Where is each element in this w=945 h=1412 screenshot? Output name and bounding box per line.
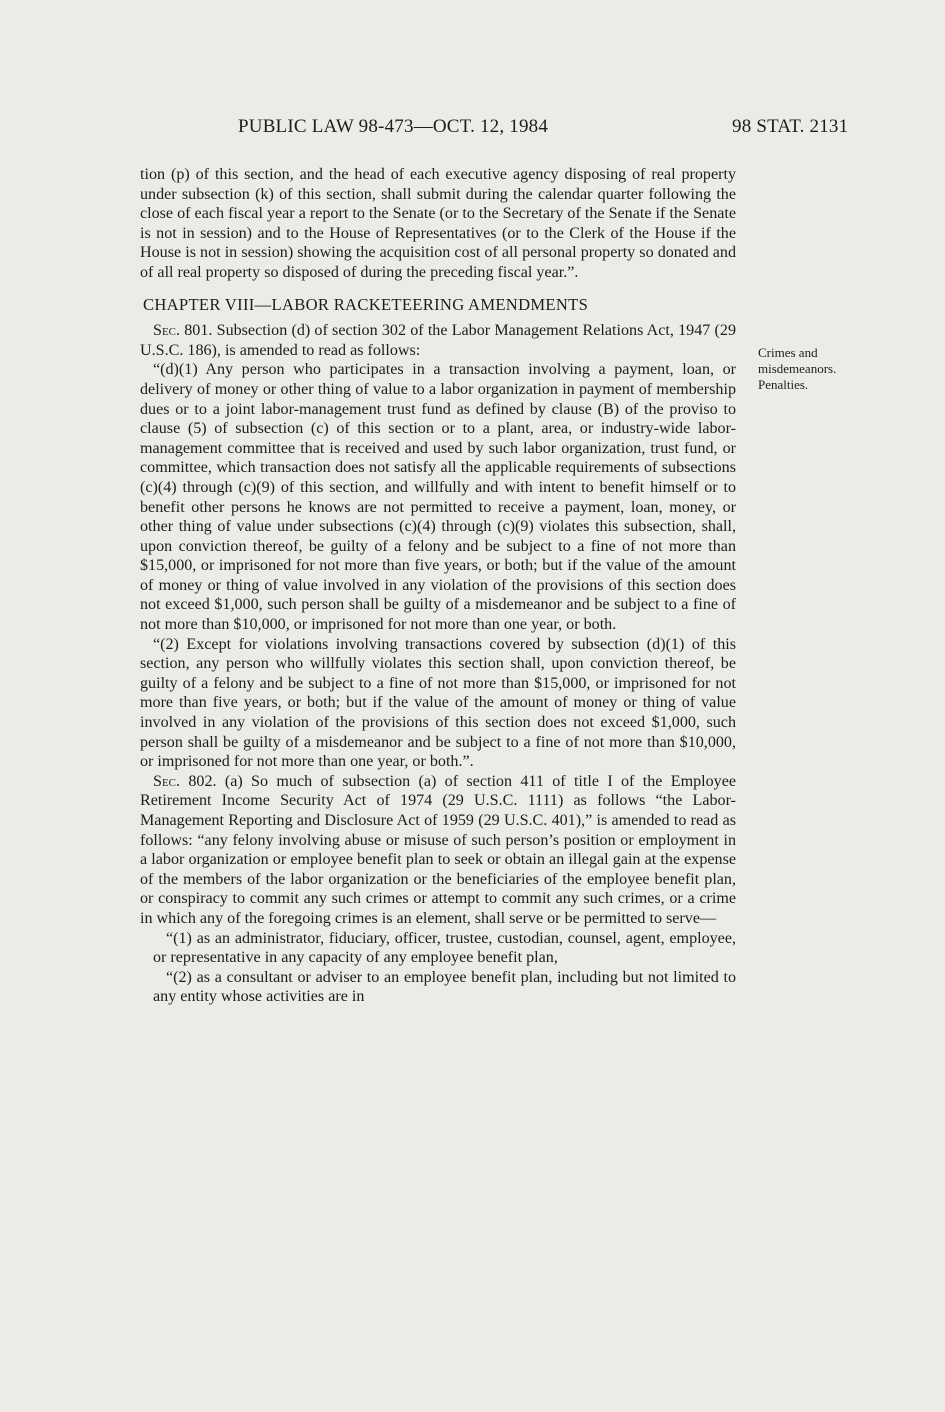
list-item-1: “(1) as an administrator, fiduciary, officer, trustee, custodian, counsel, agent, employee, or representative in any capacity of any employee benefit plan,: [153, 929, 736, 967]
continuation-paragraph: tion (p) of this section, and the head of each executive agency disposing of real property under subsection (k) of this section, shall submit during the calendar quarter following the close of each fiscal year a report to the Senate (or to the Secretary of the Senate if the Senate is not in session) and to the House of Representatives (or to the Clerk of the House if the House is not in session) showing the acquisition cost of all personal property so donated and of all real property so disposed of during the preceding fiscal year.”.: [140, 166, 736, 281]
margin-note-line-1: Crimes and: [758, 345, 818, 360]
subsection-d2-paragraph: “(2) Except for violations involving transactions covered by subsection (d)(1) of this section, any person who willfully violates this section shall, upon conviction thereof, be guilty of a felony and be subject to a fine of not more than $15,000, or imprisoned for not more than five years, or both; but if the value of the amount of money or thing of value involved in any violation of the provisions of this section does not exceed $1,000, such person shall be guilty of a misdemeanor and be subject to a fine of not more than $10,000, or imprisoned for not more than one year, or both.”.: [140, 635, 736, 771]
margin-note: [758, 345, 938, 393]
margin-note-line-2: misdemeanors.: [758, 361, 837, 376]
section-801-text: 801. Subsection (d) of section 302 of the Labor Management Relations Act, 1947 (29 U.S.C. 186), is amended to read as follows:: [140, 322, 736, 359]
chapter-heading: CHAPTER VIII—LABOR RACKETEERING AMENDMENTS: [143, 294, 589, 314]
section-802-label: Sec.: [153, 772, 181, 790]
main-text-column: [140, 165, 736, 1007]
running-head-title: PUBLIC LAW 98-473—OCT. 12, 1984: [238, 116, 549, 137]
section-802-paragraph: [140, 772, 736, 929]
margin-note-line-3: Penalties.: [758, 377, 809, 392]
list-item-2: “(2) as a consultant or adviser to an employee benefit plan, including but not limited to any entity whose activities are in: [153, 968, 736, 1006]
section-801-paragraph: [140, 321, 736, 360]
page-stat-number: 98 STAT. 2131: [732, 116, 849, 137]
page-header: [0, 116, 945, 140]
section-802-text: 802. (a) So much of subsection (a) of section 411 of title I of the Employee Retirement Income Security Act of 1974 (29 U.S.C. 1111) as follows “the Labor-Management Reporting and Disclosure Act of 1959 (29 U.S.C. 401),” is amended to read as follows: “any felony involving abuse or misuse of such person’s position or employment in a labor organization or employee benefit plan to seek or obtain an illegal gain at the expense of the members of the labor organization or the beneficiaries of the employee benefit plan, or conspiracy to commit any such crimes or attempt to commit any such crimes, or a crime in which any of the foregoing crimes is an element, shall serve or be permitted to serve—: [140, 772, 736, 927]
section-801-label: Sec.: [153, 322, 181, 340]
subsection-d1-paragraph: “(d)(1) Any person who participates in a transaction involving a payment, loan, or delivery of money or other thing of value to a labor organization in payment of membership dues or to a joint labor-management trust fund as defined by clause (B) of the proviso to clause (5) of subsection (c) of this section or to a plant, area, or industry-wide labor-management committee that is received and used by such labor organization, trust fund, or committee, which transaction does not satisfy all the applicable requirements of subsections (c)(4) through (c)(9) of this section, and willfully and with intent to benefit himself or to benefit other persons he knows are not permitted to receive a payment, loan, money, or other thing of value under subsections (c)(4) through (c)(9) violates this subsection, shall, upon conviction thereof, be guilty of a felony and be subject to a fine of not more than $15,000, or imprisoned for not more than five years, or both; but if the value of the amount of money or thing of value involved in any violation of the provisions of this section does not exceed $1,000, such person shall be guilty of a misdemeanor and be subject to a fine of not more than $10,000, or imprisoned for not more than one year, or both.: [140, 361, 736, 634]
